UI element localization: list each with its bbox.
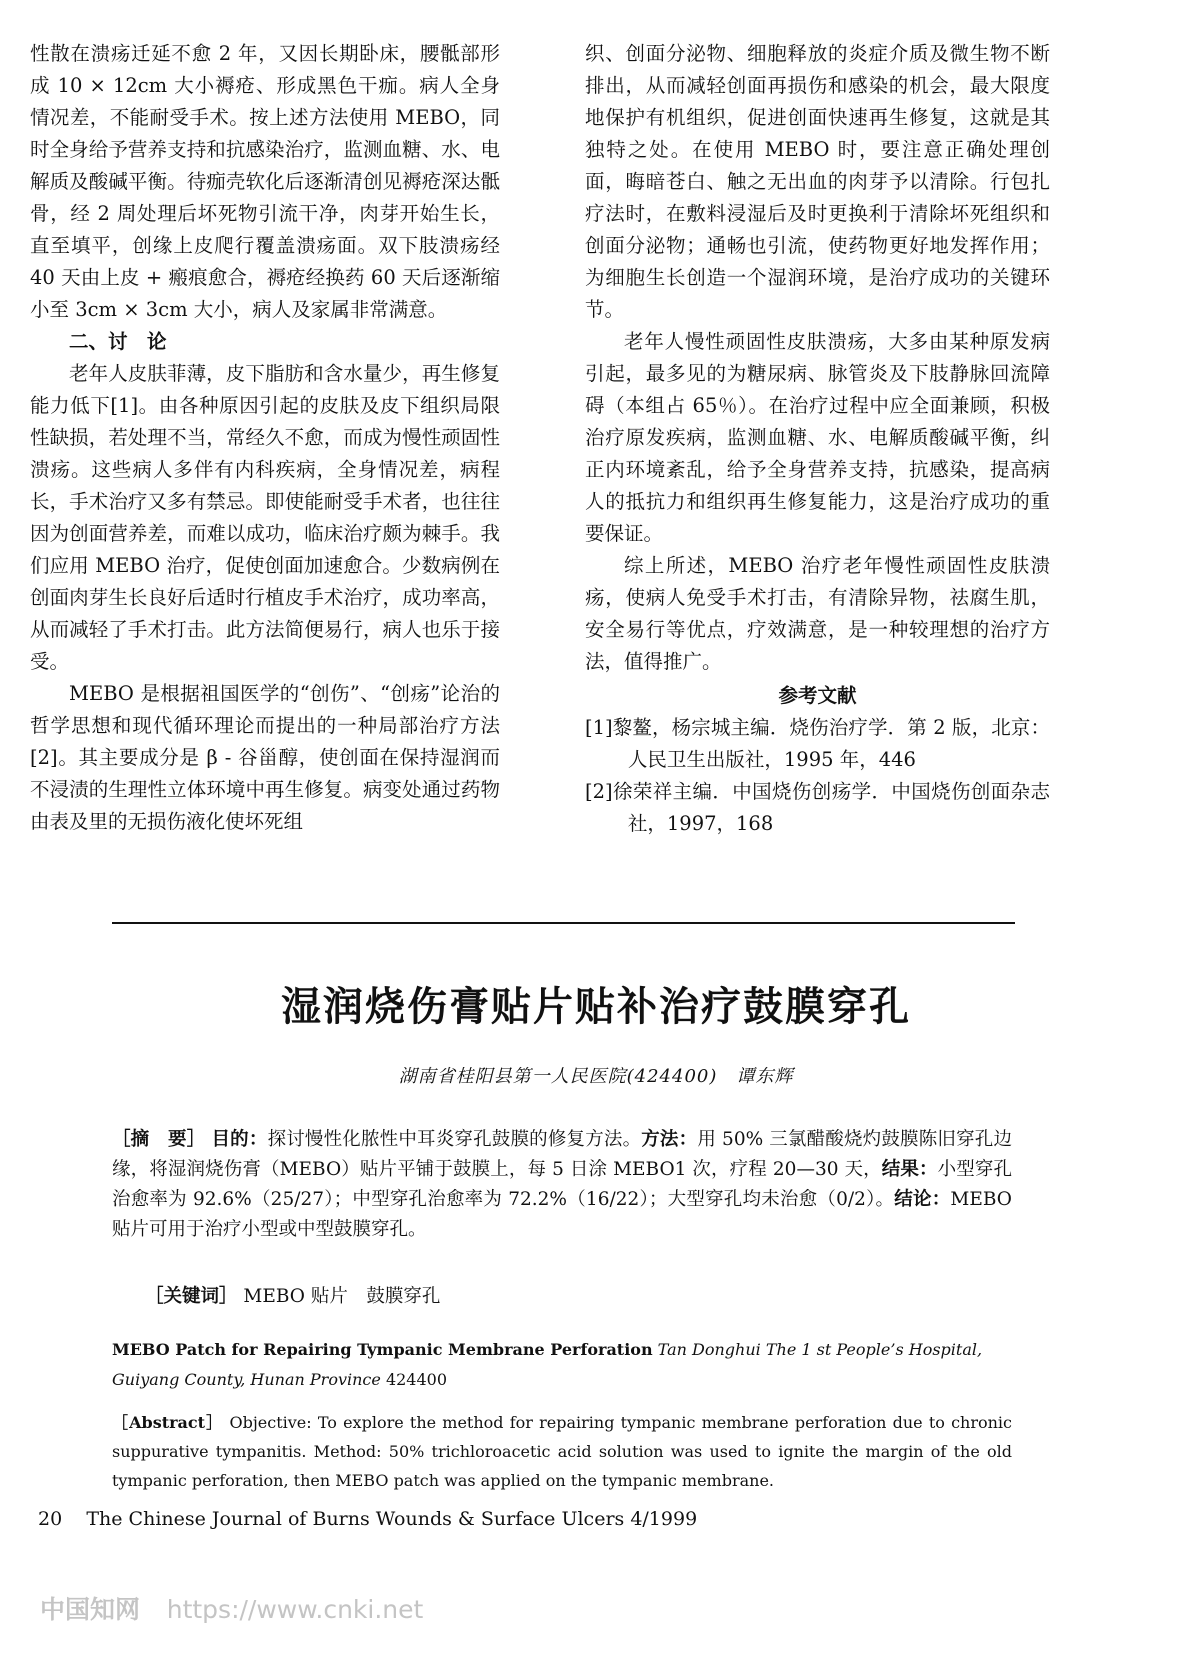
- reference-item: [2]徐荣祥主编．中国烧伤创疡学．中国烧伤创面杂志社，1997，168: [585, 780, 1050, 835]
- keywords-label: ［关键词］: [145, 1286, 238, 1307]
- result-text: 小型穿孔治愈率为 92.6%（25/27）；中型穿孔治愈率为 72.2%（16/22）；大型穿孔均未治愈（0/2）。: [112, 1159, 1012, 1210]
- method-label: 方法：: [641, 1129, 698, 1150]
- conclusion-label: 结论：: [894, 1189, 951, 1210]
- result-label: 结果：: [881, 1159, 938, 1180]
- english-abstract-text: Objective: To explore the method for repairing tympanic membrane perforation due to chronic suppurative tympanitis. Method: 50% trichloroacetic acid solution was used to ignite the margin of the old tympanic perforation, then MEBO patch was applied on the tympanic membrane.: [112, 1413, 1012, 1490]
- english-zip: 424400: [385, 1370, 448, 1389]
- english-title-block: [112, 1335, 1012, 1395]
- watermark-url: https://www.cnki.net: [166, 1595, 424, 1624]
- left-column: [30, 38, 500, 838]
- page-number: 20: [38, 1508, 63, 1530]
- paragraph: 织、创面分泌物、细胞释放的炎症介质及微生物不断排出，从而减轻创面再损伤和感染的机会，最大限度地保护有机组织，促进创面快速再生修复，这就是其独特之处。在使用 MEBO 时，要注意正确处理创面，晦暗苍白、触之无出血的肉芽予以清除。行包扎疗法时，在敷料浸湿后及时更换利于清除坏死组织和创面分泌物；通畅也引流，使药物更好地发挥作用；为细胞生长创造一个湿润环境，是治疗成功的关键环节。: [585, 42, 1050, 321]
- english-author: Tan Donghui The 1 st People’s Hospital, Guiyang County, Hunan Province: [112, 1340, 983, 1389]
- english-abstract-label: ［Abstract］: [112, 1413, 224, 1432]
- section-divider: [112, 922, 1015, 924]
- paragraph: 性散在溃疡迁延不愈 2 年，又因长期卧床，腰骶部形成 10 × 12cm 大小褥疮、形成黑色干痂。病人全身情况差，不能耐受手术。按上述方法使用 MEBO，同时全身给予营养支持和抗感染治疗，监测血糖、水、电解质及酸碱平衡。待痂壳软化后逐渐清创见褥疮深达骶骨，经 2 周处理后坏死物引流干净，肉芽开始生长，直至填平，创缘上皮爬行覆盖溃疡面。双下肢溃疡经 40 天由上皮 + 瘢痕愈合，褥疮经换药 60 天后逐渐缩小至 3cm × 3cm 大小，病人及家属非常满意。: [30, 42, 500, 321]
- conclusion-text: MEBO 贴片可用于治疗小型或中型鼓膜穿孔。: [112, 1189, 1012, 1240]
- paragraph: MEBO 是根据祖国医学的“创伤”、“创疡”论治的哲学思想和现代循环理论而提出的一种局部治疗方法[2]。其主要成分是 β - 谷甾醇，使创面在保持湿润而不浸渍的生理性立体环境中再生修复。病变处通过药物由表及里的无损伤液化使坏死组: [30, 682, 500, 833]
- journal-name: The Chinese Journal of Burns Wounds & Surface Ulcers 4/1999: [86, 1508, 698, 1530]
- author-affiliation: 湖南省桂阳县第一人民医院(424400) 谭东辉: [398, 1066, 794, 1087]
- article-title: 湿润烧伤膏贴片贴补治疗鼓膜穿孔: [281, 984, 911, 1030]
- cnki-watermark: [40, 1590, 423, 1626]
- paragraph: 老年人皮肤菲薄，皮下脂肪和含水量少，再生修复能力低下[1]。由各种原因引起的皮肤及皮下组织局限性缺损，若处理不当，常经久不愈，而成为慢性顽固性溃疡。这些病人多伴有内科疾病，全身情况差，病程长，手术治疗又多有禁忌。即使能耐受手术者，也往往因为创面营养差，而难以成功，临床治疗颇为棘手。我们应用 MEBO 治疗，促使创面加速愈合。少数病例在创面肉芽生长良好后适时行植皮手术治疗，成功率高，从而减轻了手术打击。此方法简便易行，病人也乐于接受。: [30, 362, 500, 673]
- method-text: 用 50% 三氯醋酸烧灼鼓膜陈旧穿孔边缘，将湿润烧伤膏（MEBO）贴片平铺于鼓膜上，每 5 日涂 MEBO1 次，疗程 20—30 天，: [112, 1129, 1012, 1180]
- page-footer: [38, 1508, 697, 1530]
- keywords-text: MEBO 贴片 鼓膜穿孔: [243, 1286, 441, 1307]
- references-heading: 参考文献: [778, 684, 857, 707]
- abstract-label: ［摘 要］: [112, 1129, 206, 1150]
- right-column: [585, 38, 1050, 840]
- english-title: MEBO Patch for Repairing Tympanic Membrane Perforation: [112, 1340, 653, 1359]
- reference-item: [1]黎鳌，杨宗城主编．烧伤治疗学．第 2 版，北京：人民卫生出版社，1995 年，446: [585, 716, 1050, 771]
- watermark-brand: 中国知网: [40, 1595, 141, 1624]
- paragraph: 综上所述，MEBO 治疗老年慢性顽固性皮肤溃疡，使病人免受手术打击，有清除异物，祛腐生肌，安全易行等优点，疗效满意，是一种较理想的治疗方法，值得推广。: [585, 554, 1050, 673]
- section-heading: 二、讨 论: [69, 330, 167, 353]
- paragraph: 老年人慢性顽固性皮肤溃疡，大多由某种原发病引起，最多见的为糖尿病、脉管炎及下肢静脉回流障碍（本组占 65％）。在治疗过程中应全面兼顾，积极治疗原发疾病，监测血糖、水、电解质酸碱平衡，纠正内环境紊乱，给予全身营养支持，抗感染，提高病人的抵抗力和组织再生修复能力，这是治疗成功的重要保证。: [585, 330, 1050, 545]
- keywords: [145, 1282, 440, 1308]
- objective-text: 探讨慢性化脓性中耳炎穿孔鼓膜的修复方法。: [267, 1129, 642, 1150]
- objective-label: 目的：: [211, 1129, 268, 1150]
- english-abstract: [112, 1408, 1012, 1495]
- chinese-abstract: [112, 1125, 1012, 1245]
